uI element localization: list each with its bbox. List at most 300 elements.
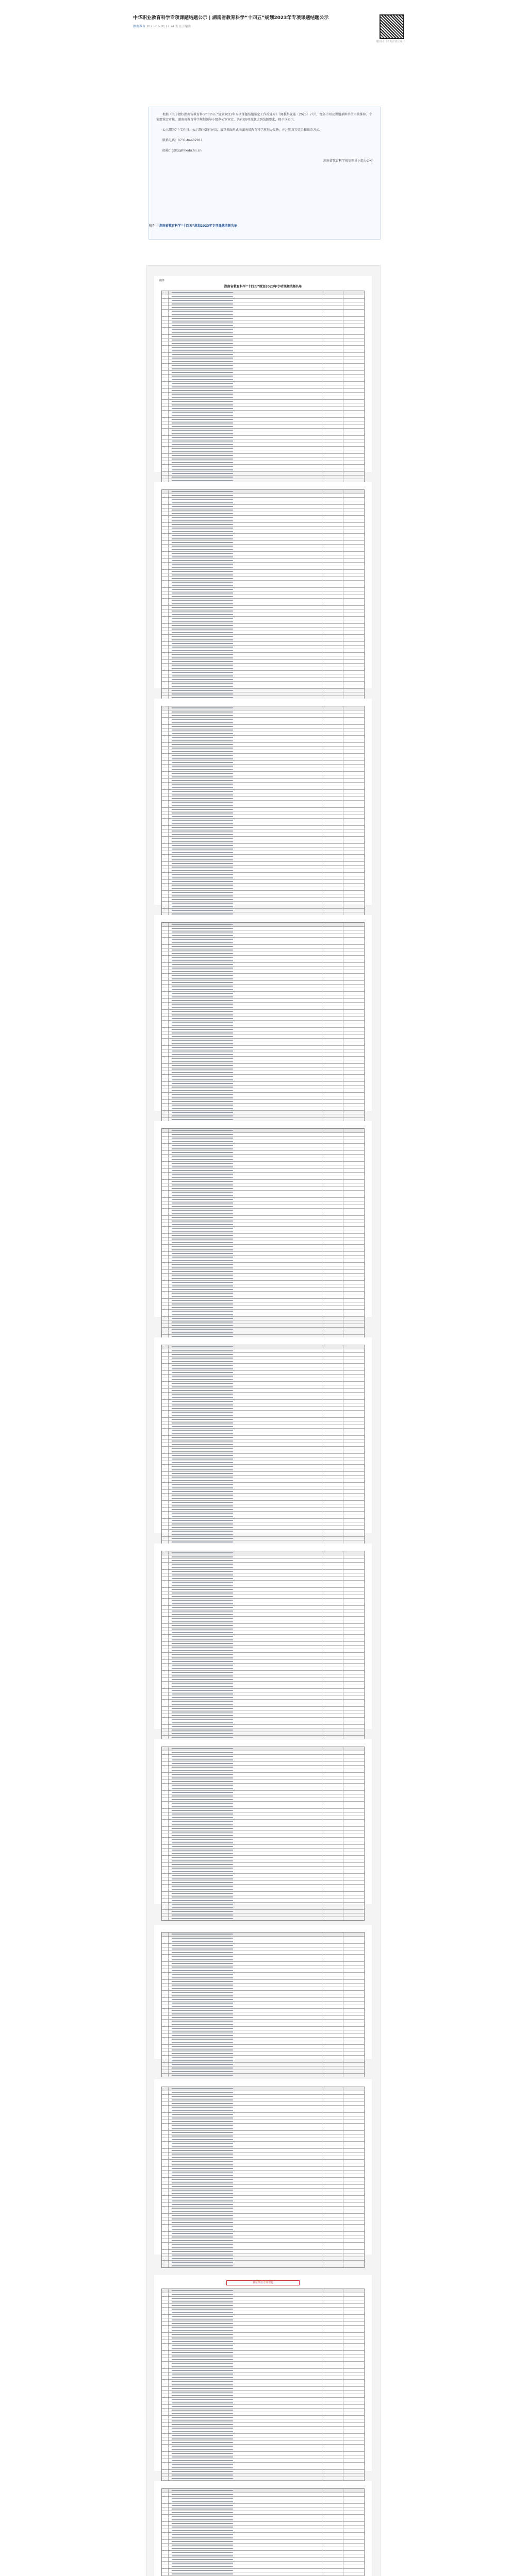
article-meta	[133, 24, 396, 28]
result-table	[161, 2488, 365, 2576]
table-row	[162, 1965, 364, 1969]
table-row	[162, 2333, 364, 2336]
table-row	[162, 432, 364, 436]
table-row	[162, 1158, 364, 1162]
table-row	[162, 1266, 364, 1270]
table-row	[162, 1191, 364, 1194]
table-row	[162, 1958, 364, 1962]
table-row	[162, 974, 364, 977]
table-row	[162, 1421, 364, 1425]
table-row	[162, 385, 364, 389]
table-row	[162, 2416, 364, 2419]
intro-paragraph-1: 根据《关于做好湖南省教育科学“十四五”规划2023年专项课题结题鉴定工作的通知》（湘教科规通〔2025〕7号），经各市州及课题承担单位审核推荐，专家组鉴定审核，湖南省教育科学规划领导小组办公室审定，共有XX项课题达到结题要求，现予以公示。	[156, 113, 372, 122]
table-row	[162, 710, 364, 714]
table-row	[162, 523, 364, 527]
table-row	[162, 1201, 364, 1205]
table-row	[162, 1010, 364, 1013]
table-row	[162, 1187, 364, 1191]
table-row	[162, 1823, 364, 1827]
table-row	[162, 407, 364, 411]
table-row	[162, 797, 364, 801]
table-row	[162, 829, 364, 833]
table-row	[162, 934, 364, 938]
table-row	[162, 570, 364, 573]
table-row	[162, 1223, 364, 1227]
table-row	[162, 1969, 364, 1973]
table-row	[162, 2391, 364, 2394]
table-row	[162, 862, 364, 866]
table-row	[162, 855, 364, 858]
table-row	[162, 2358, 364, 2362]
table-row	[162, 728, 364, 732]
cert-title: 获证单位专项课题	[226, 2280, 300, 2285]
table-row	[162, 1465, 364, 1468]
table-row	[162, 2336, 364, 2340]
table-row	[162, 1483, 364, 1486]
table-row	[162, 1646, 364, 1649]
table-row	[162, 945, 364, 948]
attachment-line	[149, 223, 237, 228]
table-row	[162, 606, 364, 609]
table-row	[162, 1046, 364, 1049]
table-row	[162, 2551, 364, 2554]
table-row	[162, 1310, 364, 1313]
table-row	[162, 2102, 364, 2106]
table-row	[162, 2329, 364, 2333]
table-row	[162, 302, 364, 306]
table-row	[162, 2322, 364, 2326]
table-row	[162, 563, 364, 566]
table-row	[162, 1389, 364, 1393]
table-row	[162, 1892, 364, 1895]
table-row	[162, 1656, 364, 1660]
table-row	[162, 2365, 364, 2369]
table-row	[162, 1357, 364, 1360]
table-row	[162, 1238, 364, 1241]
table-row	[162, 1845, 364, 1849]
result-table	[161, 2087, 365, 2268]
table-row	[162, 1791, 364, 1794]
table-row	[162, 1461, 364, 1465]
table-row	[162, 1685, 364, 1689]
table-row	[162, 2518, 364, 2522]
table-row	[162, 2304, 364, 2308]
table-row	[162, 1642, 364, 1646]
table-row	[162, 2470, 364, 2473]
article-source[interactable]: 湖南教育	[133, 25, 146, 28]
document-viewer[interactable]	[146, 265, 381, 2576]
table-row	[162, 1530, 364, 1533]
table-row	[162, 941, 364, 945]
table-row	[162, 1732, 364, 1736]
table-row	[162, 2124, 364, 2127]
table-row	[162, 1378, 364, 1382]
table-row	[162, 1371, 364, 1375]
table-row	[162, 887, 364, 891]
table-row	[162, 338, 364, 342]
table-row	[162, 1209, 364, 1212]
table-row	[162, 2178, 364, 2181]
table-row	[162, 1086, 364, 1089]
table-row	[162, 382, 364, 385]
table-row	[162, 421, 364, 425]
table-row	[162, 628, 364, 631]
table-row	[162, 1812, 364, 1816]
table-row	[162, 353, 364, 357]
attachment-link[interactable]: 湖南省教育科学“十四五”规划2023年专项课题结题名单	[159, 224, 237, 228]
table-row	[162, 1414, 364, 1418]
table-row	[162, 1682, 364, 1685]
table-row	[162, 1877, 364, 1881]
table-row	[162, 2261, 364, 2264]
table-row	[162, 1805, 364, 1809]
table-row	[162, 1913, 364, 1917]
table-header-row	[162, 1129, 364, 1133]
table-row	[162, 1256, 364, 1259]
table-row	[162, 1664, 364, 1667]
table-row	[162, 1755, 364, 1758]
table-row	[162, 1367, 364, 1371]
table-row	[162, 2257, 364, 2261]
table-row	[162, 494, 364, 498]
table-row	[162, 1454, 364, 1458]
document-page	[154, 2079, 372, 2255]
table-row	[162, 963, 364, 967]
table-header-row	[162, 2489, 364, 2493]
table-row	[162, 1281, 364, 1284]
table-row	[162, 324, 364, 328]
table-row	[162, 509, 364, 512]
document-page	[154, 2481, 372, 2576]
table-row	[162, 1787, 364, 1791]
table-row	[162, 1515, 364, 1519]
table-row	[162, 599, 364, 602]
table-row	[162, 1183, 364, 1187]
document-page	[154, 2275, 372, 2471]
table-row	[162, 342, 364, 346]
table-row	[162, 2120, 364, 2124]
table-row	[162, 2095, 364, 2098]
table-row	[162, 1526, 364, 1530]
table-row	[162, 2536, 364, 2540]
table-row	[162, 1588, 364, 1591]
table-row	[162, 992, 364, 995]
result-table	[161, 2289, 365, 2492]
table-row	[162, 678, 364, 682]
table-row	[162, 306, 364, 310]
table-row	[162, 1078, 364, 1082]
table-row	[162, 349, 364, 353]
table-row	[162, 1396, 364, 1400]
table-row	[162, 1838, 364, 1841]
table-row	[162, 2376, 364, 2380]
table-row	[162, 2344, 364, 2347]
table-header-row	[162, 490, 364, 494]
table-row	[162, 1227, 364, 1230]
table-row	[162, 1784, 364, 1787]
table-row	[162, 346, 364, 349]
table-row	[162, 2002, 364, 2005]
table-row	[162, 320, 364, 324]
table-header-row	[162, 1933, 364, 1937]
table-row	[162, 761, 364, 765]
table-row	[162, 1067, 364, 1071]
table-row	[162, 624, 364, 628]
table-row	[162, 1494, 364, 1497]
table-row	[162, 2005, 364, 2009]
table-row	[162, 1144, 364, 1147]
document-page	[154, 1544, 372, 1729]
document-page	[154, 1925, 372, 2059]
table-row	[162, 2315, 364, 2318]
table-row	[162, 2066, 364, 2070]
table-row	[162, 527, 364, 530]
table-row	[162, 866, 364, 869]
table-row	[162, 1169, 364, 1173]
table-row	[162, 1827, 364, 1831]
table-row	[162, 512, 364, 516]
table-row	[162, 1245, 364, 1248]
table-row	[162, 1635, 364, 1638]
table-row	[162, 2160, 364, 2163]
table-row	[162, 1555, 364, 1559]
table-row	[162, 2362, 364, 2365]
table-row	[162, 2572, 364, 2576]
table-row	[162, 2497, 364, 2500]
table-row	[162, 1671, 364, 1674]
table-row	[162, 2116, 364, 2120]
table-row	[162, 2048, 364, 2052]
table-row	[162, 739, 364, 743]
result-table	[161, 1345, 365, 1555]
table-row	[162, 577, 364, 581]
table-row	[162, 1082, 364, 1086]
table-row	[162, 1776, 364, 1780]
table-row	[162, 537, 364, 541]
table-row	[162, 2246, 364, 2250]
table-row	[162, 613, 364, 617]
table-row	[162, 530, 364, 534]
table-row	[162, 844, 364, 848]
table-header-row	[162, 291, 364, 295]
table-row	[162, 956, 364, 959]
table-row	[162, 2225, 364, 2228]
table-row	[162, 1075, 364, 1078]
table-row	[162, 970, 364, 974]
table-row	[162, 1766, 364, 1769]
table-row	[162, 328, 364, 331]
result-table	[161, 1128, 365, 1338]
table-row	[162, 1320, 364, 1324]
table-row	[162, 833, 364, 837]
table-row	[162, 1299, 364, 1302]
document-page	[154, 1121, 372, 1317]
table-row	[162, 1107, 364, 1111]
table-row	[162, 905, 364, 909]
table-row	[162, 1895, 364, 1899]
table-row	[162, 548, 364, 552]
table-row	[162, 1393, 364, 1396]
table-row	[162, 534, 364, 537]
table-row	[162, 1809, 364, 1812]
table-row	[162, 1885, 364, 1888]
table-row	[162, 501, 364, 505]
table-row	[162, 880, 364, 884]
table-row	[162, 1024, 364, 1028]
table-row	[162, 1736, 364, 1739]
table-row	[162, 1692, 364, 1696]
table-row	[162, 851, 364, 855]
table-row	[162, 2500, 364, 2504]
article-date: 2025-05-30 17:24	[146, 25, 175, 28]
table-row	[162, 1270, 364, 1274]
table-row	[162, 1259, 364, 1263]
table-row	[162, 1874, 364, 1877]
table-row	[162, 2016, 364, 2020]
table-row	[162, 631, 364, 635]
table-row	[162, 2398, 364, 2401]
table-row	[162, 1888, 364, 1892]
table-row	[162, 653, 364, 656]
table-row	[162, 2448, 364, 2452]
table-row	[162, 389, 364, 393]
table-row	[162, 2091, 364, 2095]
table-row	[162, 736, 364, 739]
table-row	[162, 1468, 364, 1472]
table-row	[162, 1689, 364, 1692]
table-row	[162, 2167, 364, 2171]
table-row	[162, 1006, 364, 1010]
table-row	[162, 1976, 364, 1980]
table-row	[162, 2156, 364, 2160]
table-row	[162, 541, 364, 545]
table-row	[162, 2098, 364, 2102]
table-row	[162, 783, 364, 786]
table-row	[162, 1581, 364, 1584]
table-row	[162, 977, 364, 981]
table-row	[162, 1512, 364, 1515]
table-row	[162, 1400, 364, 1403]
table-row	[162, 858, 364, 862]
table-row	[162, 1628, 364, 1631]
table-row	[162, 2228, 364, 2232]
table-row	[162, 472, 364, 476]
table-row	[162, 1486, 364, 1490]
table-row	[162, 1696, 364, 1700]
table-row	[162, 2232, 364, 2235]
table-row	[162, 898, 364, 902]
table-row	[162, 1013, 364, 1017]
table-row	[162, 588, 364, 591]
table-row	[162, 667, 364, 671]
qr-caption: 微信扫一扫 关注该公众号	[375, 40, 405, 43]
table-row	[162, 1638, 364, 1642]
table-row	[162, 1674, 364, 1678]
table-row	[162, 1017, 364, 1021]
table-row	[162, 1533, 364, 1537]
table-row	[162, 2181, 364, 2185]
table-row	[162, 2515, 364, 2518]
document-page	[154, 1739, 372, 1904]
table-row	[162, 498, 364, 501]
table-row	[162, 357, 364, 360]
table-row	[162, 1906, 364, 1910]
table-row	[162, 454, 364, 457]
table-row	[162, 476, 364, 479]
table-row	[162, 2235, 364, 2239]
table-row	[162, 999, 364, 1003]
table-row	[162, 1288, 364, 1292]
document-page	[154, 915, 372, 1111]
table-row	[162, 468, 364, 472]
table-row	[162, 1230, 364, 1234]
table-row	[162, 1856, 364, 1859]
table-row	[162, 429, 364, 432]
table-row	[162, 2189, 364, 2192]
table-row	[162, 436, 364, 439]
table-row	[162, 2009, 364, 2012]
table-row	[162, 765, 364, 768]
table-row	[162, 750, 364, 754]
table-row	[162, 2409, 364, 2412]
table-row	[162, 584, 364, 588]
table-row	[162, 2293, 364, 2297]
table-row	[162, 331, 364, 335]
table-row	[162, 1849, 364, 1852]
table-row	[162, 2145, 364, 2149]
table-row	[162, 1758, 364, 1762]
table-row	[162, 1418, 364, 1421]
table-row	[162, 1606, 364, 1609]
table-row	[162, 2217, 364, 2221]
table-row	[162, 2030, 364, 2034]
table-row	[162, 1609, 364, 1613]
table-row	[162, 1292, 364, 1295]
table-row	[162, 1667, 364, 1671]
table-row	[162, 2340, 364, 2344]
table-row	[162, 371, 364, 375]
document-page	[154, 699, 372, 905]
table-row	[162, 671, 364, 674]
table-row	[162, 1841, 364, 1845]
table-row	[162, 2507, 364, 2511]
table-row	[162, 2423, 364, 2427]
table-row	[162, 2533, 364, 2536]
table-row	[162, 375, 364, 378]
table-row	[162, 2308, 364, 2311]
table-row	[162, 1519, 364, 1522]
table-row	[162, 1458, 364, 1461]
table-header-row	[162, 923, 364, 927]
table-row	[162, 2012, 364, 2016]
table-row	[162, 826, 364, 829]
table-row	[162, 646, 364, 649]
table-row	[162, 1021, 364, 1024]
table-row	[162, 447, 364, 450]
table-row	[162, 1602, 364, 1606]
table-row	[162, 685, 364, 689]
table-row	[162, 967, 364, 970]
table-row	[162, 1089, 364, 1093]
table-row	[162, 1903, 364, 1906]
table-row	[162, 1863, 364, 1867]
table-row	[162, 2109, 364, 2113]
table-row	[162, 1429, 364, 1432]
table-row	[162, 1613, 364, 1617]
table-row	[162, 2437, 364, 2441]
table-row	[162, 2221, 364, 2225]
table-row	[162, 1994, 364, 1998]
